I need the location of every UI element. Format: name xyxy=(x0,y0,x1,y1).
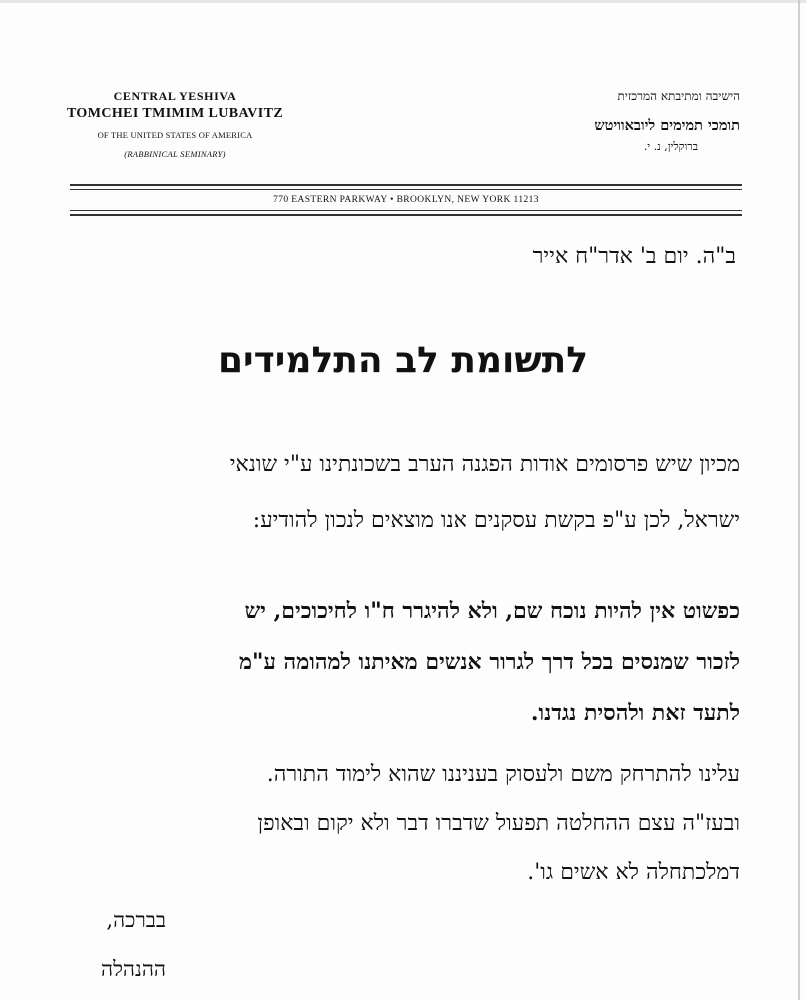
scan-edge-top xyxy=(0,0,806,3)
letter-date: ב"ה. יום ב' אדר"ח אייר xyxy=(532,244,736,269)
closing-signature: ההנהלה xyxy=(101,957,166,981)
letterhead-address: 770 EASTERN PARKWAY • BROOKLYN, NEW YORK 11213 xyxy=(273,195,539,205)
paragraph-intro xyxy=(60,450,740,562)
letterhead-rule-top-thick xyxy=(70,184,742,186)
paragraph-line: לתעד זאת ולהסית נגדנו. xyxy=(530,700,740,726)
letterhead-hebrew-line-1: הישיבה ומתיבתא המרכזית xyxy=(617,89,740,103)
paragraph-line: דמלכתחלה לא אשים גו'. xyxy=(527,860,740,885)
letterhead-english-institution-name: TOMCHEI TMIMIM LUBAVITZ xyxy=(66,106,284,121)
letterhead-hebrew xyxy=(520,86,740,157)
paragraph-line: ובעז"ה עצם ההחלטה תפעול שדברו דבר ולא יקום ובאופן xyxy=(257,811,740,836)
paragraph-instruction-bold xyxy=(60,596,740,749)
letterhead-rule-top-thin xyxy=(70,189,742,190)
letterhead-english-line-4: (RABBINICAL SEMINARY) xyxy=(124,149,226,159)
letterhead-rule-bottom-thick xyxy=(70,214,742,216)
letterhead-english-line-3: OF THE UNITED STATES OF AMERICA xyxy=(97,130,253,140)
letter-closing xyxy=(66,905,166,1003)
paragraph-line: עלינו להתרחק משם ולעסוק בעניננו שהוא לימוד התורה. xyxy=(266,762,740,787)
paragraph-line: ישראל, לכן ע"פ בקשת עסקנים אנו מוצאים לנכון להודיע: xyxy=(252,508,740,533)
letterhead-rule-bottom-thin xyxy=(70,210,742,211)
letterhead-english xyxy=(66,88,284,164)
paragraph-line: כפשוט אין להיות נוכח שם, ולא להיגרר ח"ו לחיכוכים, יש xyxy=(244,598,740,624)
paragraph-line: לזכור שמנסים בכל דרך לגרור אנשים מאיתנו למהומה ע"מ xyxy=(238,649,740,675)
letterhead-hebrew-line-3: ברוקלין, נ. י. xyxy=(643,140,698,153)
paragraph-conclusion xyxy=(60,760,740,907)
closing-greeting: בברכה, xyxy=(106,908,166,932)
paragraph-line: מכיון שיש פרסומים אודות הפגנה הערב בשכונתינו ע"י שונאי xyxy=(229,452,740,477)
letter-heading: לתשומת לב התלמידים xyxy=(217,340,589,381)
scan-edge-right xyxy=(798,0,800,1000)
letterhead-hebrew-institution-name: תומכי תמימים ליובאוויטש xyxy=(594,117,740,134)
letterhead-english-line-1: CENTRAL YESHIVA xyxy=(113,89,237,103)
